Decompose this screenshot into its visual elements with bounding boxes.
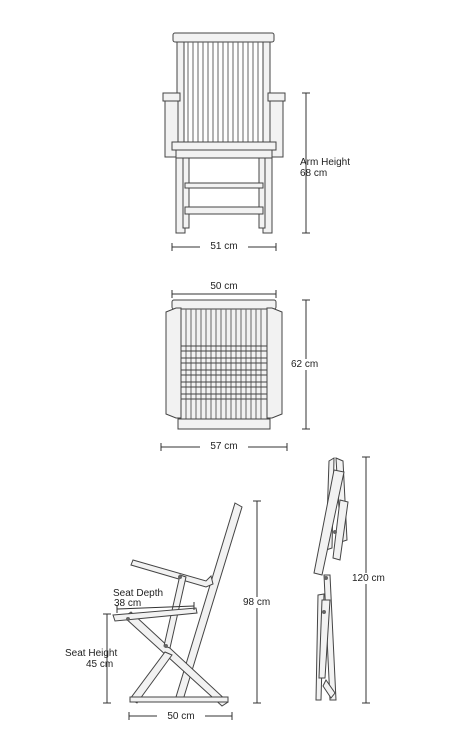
seat-height-value: 45 cm <box>86 659 114 670</box>
folded-view-chair <box>314 458 348 700</box>
side-depth-label: 50 cm <box>157 711 205 722</box>
arm-height-value: 68 cm <box>300 168 328 179</box>
folded-height-label: 120 cm <box>352 573 385 584</box>
side-height-label: 98 cm <box>243 597 271 608</box>
top-view-chair <box>166 300 282 429</box>
seat-depth-label: Seat Depth <box>113 588 164 599</box>
front-view-chair <box>163 33 285 233</box>
top-width-label: 50 cm <box>200 281 248 292</box>
seat-depth-value: 38 cm <box>114 598 142 609</box>
arm-height-label: Arm Height <box>300 157 351 168</box>
top-overall-width-label: 57 cm <box>200 441 248 452</box>
front-width-label: 51 cm <box>200 241 248 252</box>
seat-height-label: Seat Height <box>65 648 118 659</box>
top-depth-label: 62 cm <box>291 359 319 370</box>
